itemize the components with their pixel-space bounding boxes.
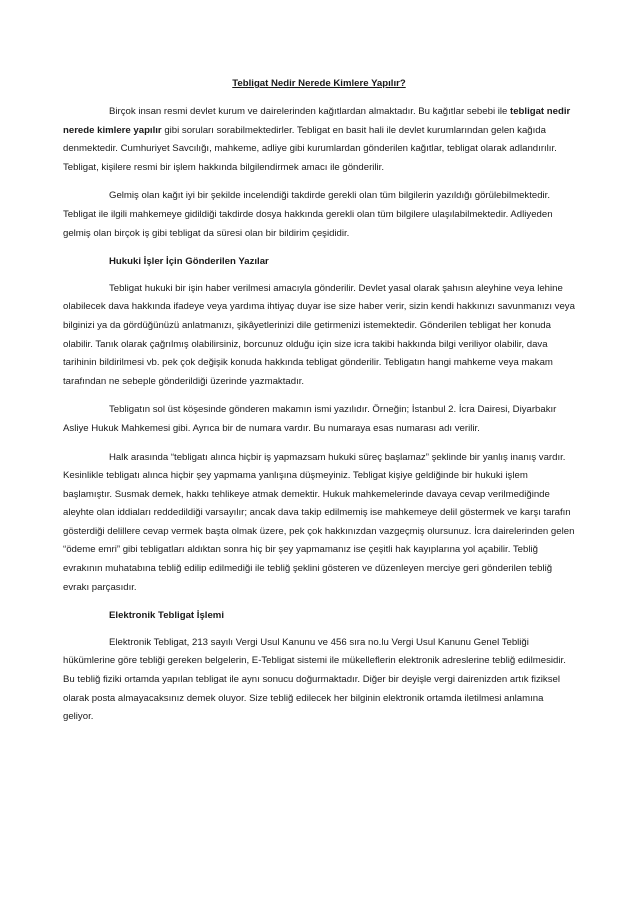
- paragraph-received-paper: Gelmiş olan kağıt iyi bir şekilde incelendiği takdirde gerekli olan tüm bilgilerin yazıldığı görülebilmektedir. Tebligat ile ilgili mahkemeye gidildiği takdirde dosya hakkında gerekli olan tüm bilgilere ulaşılabilmektedir. Adliyeden gelmiş olan birçok iş gibi tebligat da süresi olan bir bildirim çeşididir.: [63, 190, 553, 239]
- section-heading-legal-matters: Hukuki İşler İçin Gönderilen Yazılar: [109, 256, 269, 268]
- paragraph-misconception: Halk arasında “tebligatı alınca hiçbir iş yapmazsam hukuki süreç başlamaz” şeklinde bir yanlış inanış vardır. Kesinlikle tebligatı alınca hiçbir şey yapmama yanlışına düşmeyiniz. Tebligat kişiye geldiğinde bir hukuki işlem başlamıştır. Susmak demek, hakkı tehlikeye atmak demektir. Hukuk mahkemelerinde davaya cevap verilmediğinde aleyhte olan iddiaları reddedildiği varsayılır; ancak dava takip edilmemiş ise mahkemeye delil göstermek ve karşı tarafın gösterdiği delillere cevap vermek başta olmak üzere, pek çok hakkınızdan vazgeçmiş olursunuz. İcra dairelerinden gelen “ödeme emri” gibi tebligatları aldıktan sonra hiç bir şey yapmamanız ise çeşitli hak kayıplarına yol açabilir. Tebliğ evrakının muhatabına tebliğ edilip edilmediği ile tebliğ şeklini gösteren ve düzenleyen merciye geri gönderilen tebliğ evrakı parçasıdır.: [63, 451, 575, 593]
- document-title: Tebligat Nedir Nerede Kimlere Yapılır?: [232, 78, 406, 89]
- paragraph-intro-text-b: gibi soruları sorabilmektedirler. Tebligat en basit hali ile devlet kurumlarından gelen kağıda denmektedir. Cumhuriyet Savcılığı, mahkeme, adliye gibi kurumlardan gönderilen kağıtlar, tebligat olarak adlandırılır. Tebligat, kişilere resmi bir işlem hakkında bilgilendirmek amacı ile gönderilir.: [63, 124, 557, 173]
- paragraph-intro-bold: tebligat nedir nerede kimlere yapılır: [63, 106, 571, 136]
- section-heading-electronic: Elektronik Tebligat İşlemi: [109, 610, 224, 622]
- paragraph-legal-purpose: Tebligat hukuki bir işin haber verilmesi amacıyla gönderilir. Devlet yasal olarak şahısın aleyhine veya lehine olabilecek dava hakkında ifadeye veya yardıma ihtiyaç duyar ise size haber verir, sizin kendi hakkınızı savunmanızı veya bilginizi ya da gördüğünüzü anlatmanızı, şikâyetlerinizi dile getirmenizi istemektedir. Gönderilen tebligat her konuda olabilir. Tanık olarak çağrılmış olabilirsiniz, borcunuz olduğu için size icra takibi hakkında bilgi veriliyor olabilir, dava tarihinin bildirilmesi vb. pek çok değişik konuda hakkında tebligat gönderilir. Tebligatın hangi mahkeme veya makam tarafından ne sebeple gönderildiği üzerinde yazmaktadır.: [63, 282, 575, 387]
- document-page: [63, 76, 575, 737]
- paragraph-electronic: Elektronik Tebligat, 213 sayılı Vergi Usul Kanunu ve 456 sıra no.lu Vergi Usul Kanunu Genel Tebliği hükümlerine göre tebliği gereken belgelerin, E-Tebligat sistemi ile mükelleflerin elektronik adreslerine tebliğ edilmesidir. Bu tebliğ fiziki ortamda yapılan tebligat ile aynı sonucu doğurmaktadır. Diğer bir deyişle vergi dairenizden artık fiziksel olarak posta almayacaksınız demek oluyor. Size tebliğ edilecek her bilginin elektronik ortamda iletilmesi anlamına geliyor.: [63, 636, 566, 723]
- paragraph-intro-text-a: Birçok insan resmi devlet kurum ve dairelerinden kağıtlardan almaktadır. Bu kağıtlar sebebi ile: [109, 106, 511, 117]
- paragraph-intro: [63, 103, 575, 177]
- paragraph-sender-info: Tebligatın sol üst köşesinde gönderen makamın ismi yazılıdır. Örneğin; İstanbul 2. İcra Dairesi, Diyarbakır Asliye Hukuk Mahkemesi gibi. Ayrıca bir de numara vardır. Bu numaraya esas numarası adı verilir.: [63, 404, 557, 434]
